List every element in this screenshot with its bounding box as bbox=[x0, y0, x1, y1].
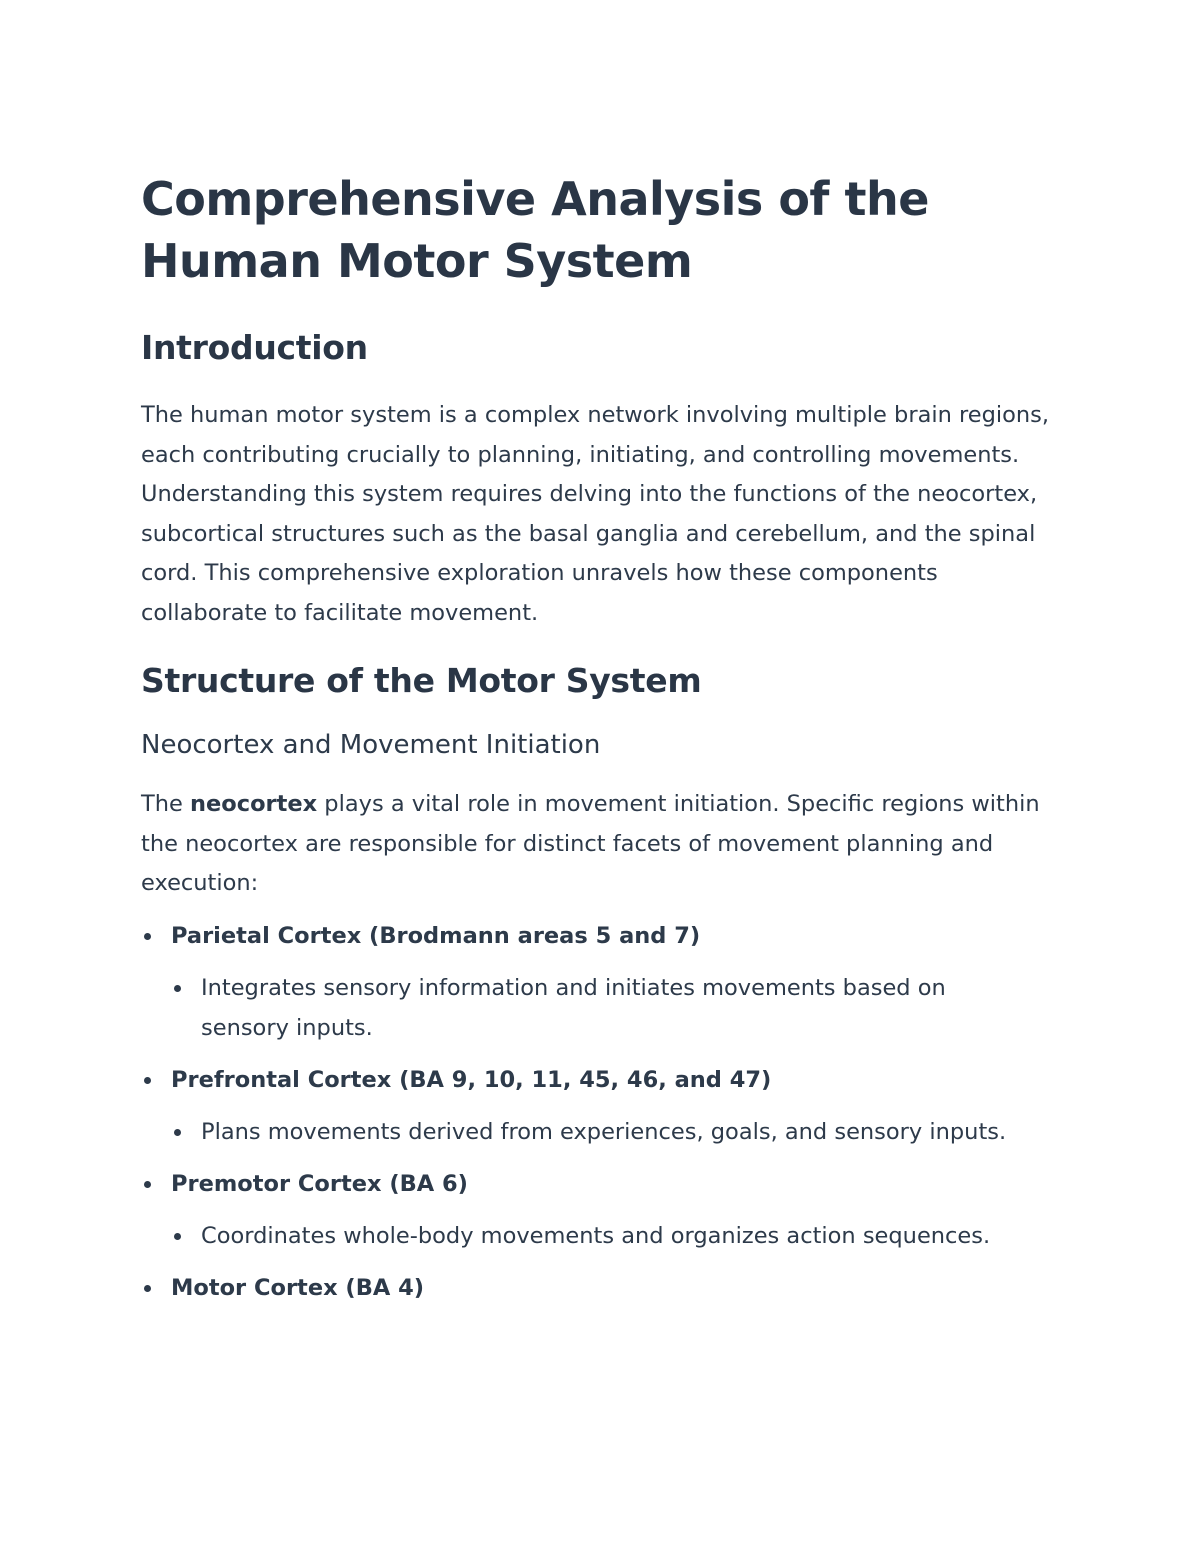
list-item-prefrontal-cortex bbox=[141, 1060, 1071, 1152]
sub-list bbox=[171, 1112, 1071, 1152]
region-name: Parietal Cortex (Brodmann areas 5 and 7) bbox=[171, 922, 701, 949]
region-detail: Integrates sensory information and initiates movements based on sensory inputs. bbox=[201, 974, 946, 1041]
bullet-icon bbox=[144, 933, 151, 940]
neocortex-subheading: Neocortex and Movement Initiation bbox=[141, 730, 601, 760]
bullet-icon bbox=[144, 1181, 151, 1188]
list-item-motor-cortex bbox=[141, 1268, 1071, 1308]
structure-heading: Structure of the Motor System bbox=[141, 661, 702, 700]
list-item-detail bbox=[171, 1112, 1071, 1152]
list-item-detail bbox=[171, 968, 1071, 1048]
bullet-icon bbox=[174, 985, 181, 992]
region-name: Prefrontal Cortex (BA 9, 10, 11, 45, 46, and 47) bbox=[171, 1066, 772, 1093]
neocortex-paragraph-prefix: The bbox=[141, 791, 190, 817]
bullet-icon bbox=[174, 1129, 181, 1136]
region-detail: Coordinates whole-body movements and organizes action sequences. bbox=[201, 1222, 991, 1249]
list-item-premotor-cortex bbox=[141, 1164, 1071, 1256]
list-item-parietal-cortex bbox=[141, 916, 1071, 1048]
neocortex-paragraph bbox=[141, 785, 1071, 904]
region-name: Premotor Cortex (BA 6) bbox=[171, 1170, 468, 1197]
neocortex-paragraph-suffix: plays a vital role in movement initiation. Specific regions within the neocortex are responsible for distinct facets of movement planning and execution: bbox=[141, 791, 1040, 896]
introduction-heading: Introduction bbox=[141, 328, 368, 367]
document-title: Comprehensive Analysis of the Human Motor System bbox=[141, 172, 929, 288]
sub-list bbox=[171, 1216, 1071, 1256]
list-item-detail bbox=[171, 1216, 1071, 1256]
cortex-regions-list bbox=[141, 916, 1071, 1308]
bullet-icon bbox=[144, 1285, 151, 1292]
introduction-paragraph: The human motor system is a complex network involving multiple brain regions, each contributing crucially to planning, initiating, and controlling movements. Understanding this system requires delving into the functions of the neocortex, subcortical structures such as the basal ganglia and cerebellum, and the spinal cord. This comprehensive exploration unravels how these components collaborate to facilitate movement. bbox=[141, 402, 1050, 626]
neocortex-term: neocortex bbox=[190, 791, 318, 817]
document-page bbox=[141, 168, 1071, 1308]
sub-list bbox=[171, 968, 1071, 1048]
bullet-icon bbox=[174, 1233, 181, 1240]
region-detail: Plans movements derived from experiences, goals, and sensory inputs. bbox=[201, 1118, 1007, 1145]
region-name: Motor Cortex (BA 4) bbox=[171, 1274, 425, 1301]
bullet-icon bbox=[144, 1077, 151, 1084]
